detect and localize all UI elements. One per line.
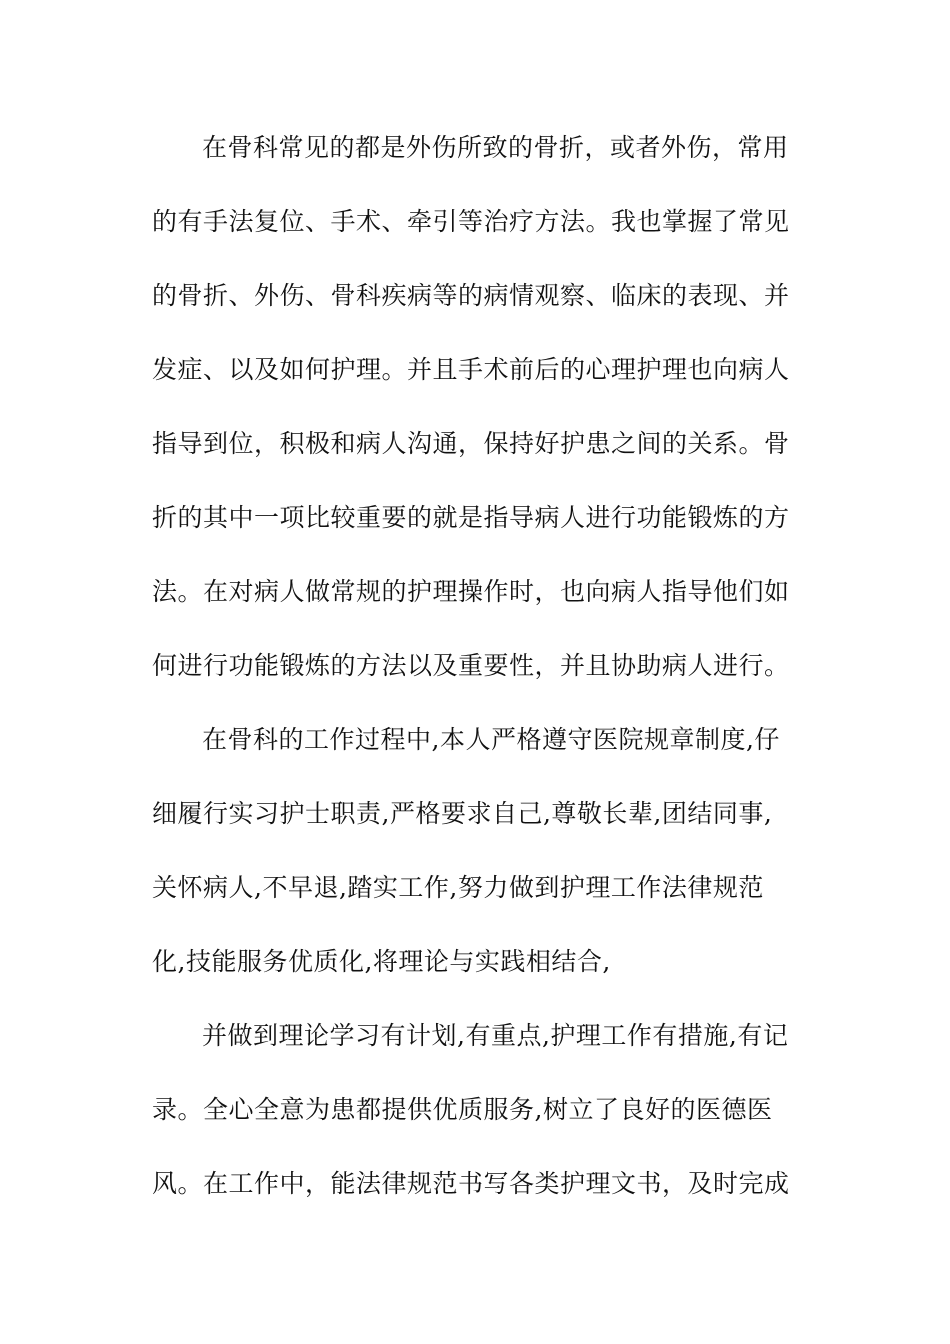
paragraph-1-line-2: 的有手法复位、手术、牵引等治疗方法。我也掌握了常见 bbox=[152, 207, 790, 236]
paragraph-1-line-7: 法。在对病人做常规的护理操作时，也向病人指导他们如 bbox=[152, 577, 790, 606]
paragraph-3-line-3: 风。在工作中，能法律规范书写各类护理文书，及时完成 bbox=[152, 1169, 790, 1198]
paragraph-1-line-5: 指导到位，积极和病人沟通，保持好护患之间的关系。骨 bbox=[152, 429, 790, 458]
paragraph-3-line-2: 录。全心全意为患都提供优质服务,树立了良好的医德医 bbox=[152, 1095, 773, 1124]
paragraph-2-line-3: 关怀病人,不早退,踏实工作,努力做到护理工作法律规范 bbox=[152, 873, 764, 902]
paragraph-2-line-2: 细履行实习护士职责,严格要求自己,尊敬长辈,团结同事, bbox=[152, 799, 773, 828]
paragraph-3-line-1: 并做到理论学习有计划,有重点,护理工作有措施,有记 bbox=[202, 1021, 789, 1050]
paragraph-1-line-1: 在骨科常见的都是外伤所致的骨折，或者外伤，常用 bbox=[202, 133, 789, 162]
paragraph-1-line-8: 何进行功能锻炼的方法以及重要性，并且协助病人进行。 bbox=[152, 651, 790, 680]
paragraph-2-line-4: 化,技能服务优质化,将理论与实践相结合, bbox=[152, 947, 611, 976]
paragraph-1-line-3: 的骨折、外伤、骨科疾病等的病情观察、临床的表现、并 bbox=[152, 281, 790, 310]
paragraph-1-line-6: 折的其中一项比较重要的就是指导病人进行功能锻炼的方 bbox=[152, 503, 790, 532]
paragraph-2-line-1: 在骨科的工作过程中,本人严格遵守医院规章制度,仔 bbox=[202, 725, 780, 754]
paragraph-1-line-4: 发症、以及如何护理。并且手术前后的心理护理也向病人 bbox=[152, 355, 790, 384]
